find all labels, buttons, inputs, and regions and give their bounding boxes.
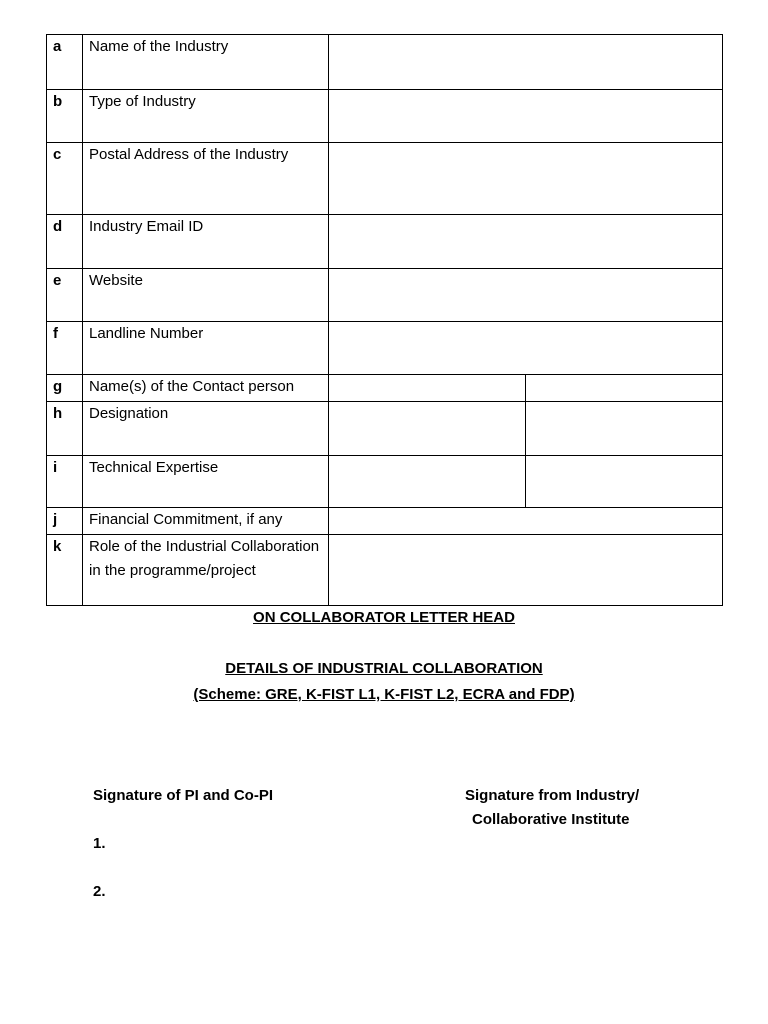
table-row [47, 535, 723, 606]
pi-signature-label: Signature of PI and Co-PI [93, 787, 274, 804]
value-cell[interactable] [526, 456, 723, 508]
row-label: Financial Commitment, if any [83, 508, 329, 535]
value-cell[interactable] [329, 508, 723, 535]
value-cell[interactable] [329, 35, 723, 90]
value-cell[interactable] [329, 143, 723, 215]
table-row [47, 456, 723, 508]
row-label: Name(s) of the Contact person [83, 375, 329, 402]
row-letter: a [47, 35, 83, 90]
row-letter: e [47, 269, 83, 322]
table-row [47, 375, 723, 402]
row-label: Name of the Industry [83, 35, 329, 90]
value-cell[interactable] [329, 215, 723, 269]
industry-signature-label-line2: Collaborative Institute [472, 811, 630, 828]
table-row [47, 269, 723, 322]
row-letter: b [47, 90, 83, 143]
row-label: Role of the Industrial Collaboration in the programme/project [83, 535, 329, 606]
table-row [47, 402, 723, 456]
row-letter: h [47, 402, 83, 456]
value-cell[interactable] [329, 402, 526, 456]
value-cell[interactable] [329, 90, 723, 143]
row-label: Postal Address of the Industry [83, 143, 329, 215]
table-row [47, 35, 723, 90]
details-heading: DETAILS OF INDUSTRIAL COLLABORATION [225, 660, 543, 677]
row-label: Industry Email ID [83, 215, 329, 269]
scheme-subheading: (Scheme: GRE, K-FIST L1, K-FIST L2, ECRA and FDP) [193, 686, 575, 703]
row-label: Designation [83, 402, 329, 456]
value-cell[interactable] [329, 269, 723, 322]
value-cell[interactable] [329, 322, 723, 375]
value-cell[interactable] [329, 375, 526, 402]
row-label: Type of Industry [83, 90, 329, 143]
row-letter: i [47, 456, 83, 508]
pi-signature-item-1: 1. [93, 835, 106, 852]
table-row [47, 90, 723, 143]
table-row [47, 508, 723, 535]
industry-signature-label-line1: Signature from Industry/ [465, 787, 640, 804]
row-letter: j [47, 508, 83, 535]
value-cell[interactable] [526, 402, 723, 456]
letterhead-heading: ON COLLABORATOR LETTER HEAD [253, 609, 515, 626]
row-label: Technical Expertise [83, 456, 329, 508]
pi-signature-item-2: 2. [93, 883, 106, 900]
row-label: Website [83, 269, 329, 322]
table-row [47, 143, 723, 215]
value-cell[interactable] [329, 535, 723, 606]
table-row [47, 215, 723, 269]
row-letter: d [47, 215, 83, 269]
row-letter: k [47, 535, 83, 606]
row-letter: f [47, 322, 83, 375]
value-cell[interactable] [526, 375, 723, 402]
industry-details-table [46, 34, 723, 606]
row-letter: c [47, 143, 83, 215]
value-cell[interactable] [329, 456, 526, 508]
row-letter: g [47, 375, 83, 402]
table-row [47, 322, 723, 375]
row-label: Landline Number [83, 322, 329, 375]
